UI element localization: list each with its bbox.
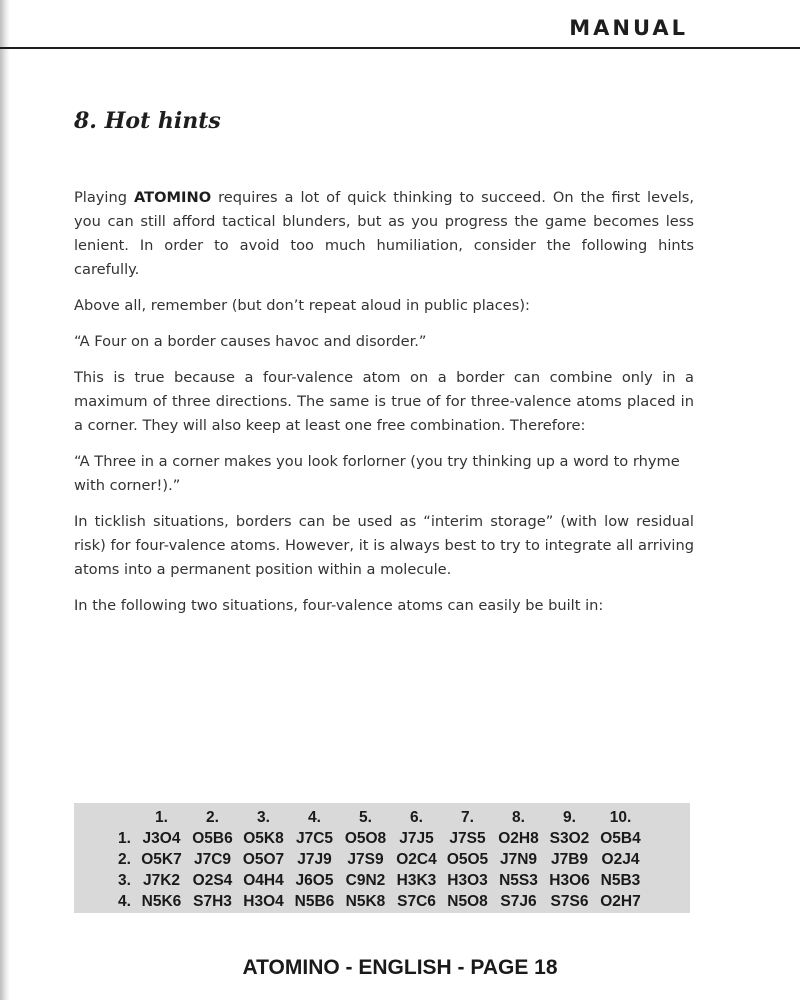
paragraph-ticklish: In ticklish situations, borders can be used as “interim storage” (with low residual risk) for four-valence atoms. However, it is always best to try to integrate all arriving atoms into a permanent position within a molecule.: [74, 513, 694, 578]
code-cell: H3O3: [447, 872, 488, 889]
code-cell: O5O5: [446, 851, 489, 868]
code-cell: O5B4: [600, 830, 641, 847]
code-column-headers: [74, 807, 690, 828]
code-cell: N5K8: [345, 893, 386, 910]
code-cell: N5O8: [447, 893, 488, 910]
code-cell: J7J5: [399, 830, 434, 847]
code-column-header: 5.: [359, 809, 372, 826]
code-cell: J7N9: [499, 851, 538, 868]
quote-three-corner: “A Three in a corner makes you look forlorner (you try thinking up a word to rhyme with corner!).”: [74, 453, 680, 494]
intro-text-end: requires a lot of quick thinking to succeed. On the first levels, you can still afford tactical blunders, but as you progress the game becomes less lenient. In order to avoid too much humiliation, consider the following hints carefully.: [74, 189, 694, 278]
code-cell: J7S5: [449, 830, 486, 847]
code-cell: J7J9: [297, 851, 332, 868]
code-cell: J6O5: [295, 872, 334, 889]
code-cell: O5K7: [141, 851, 182, 868]
code-row: [74, 891, 690, 912]
code-cell: N5K6: [141, 893, 182, 910]
code-cell: S7J6: [500, 893, 537, 910]
code-row: [74, 828, 690, 849]
code-cell: S3O2: [549, 830, 590, 847]
code-cell: J7K2: [142, 872, 181, 889]
brand-name: ATOMINO: [134, 189, 212, 206]
code-cell: O2H8: [498, 830, 539, 847]
page-footer: ATOMINO - ENGLISH - PAGE 18: [242, 956, 558, 979]
code-column-header: 6.: [410, 809, 423, 826]
code-cell: O5O8: [344, 830, 387, 847]
code-cell: J7C9: [193, 851, 232, 868]
code-cell: S7S6: [550, 893, 589, 910]
code-row-label: 2.: [118, 851, 131, 868]
intro-text-start: Playing: [74, 189, 134, 206]
page-gutter-shadow: [0, 0, 10, 1000]
code-column-header: 7.: [461, 809, 474, 826]
body-text: [74, 186, 694, 630]
code-row: [74, 870, 690, 891]
code-rows: [74, 828, 690, 912]
code-cell: O2S4: [192, 872, 233, 889]
header-title: MANUAL: [569, 16, 688, 40]
code-cell: C9N2: [345, 872, 386, 889]
code-column-header: 4.: [308, 809, 321, 826]
code-row-label: 4.: [118, 893, 131, 910]
level-codes-box: [74, 803, 690, 913]
code-cell: H3K3: [396, 872, 437, 889]
code-cell: O2J4: [601, 851, 640, 868]
code-row: [74, 849, 690, 870]
paragraph-explanation: This is true because a four-valence atom on a border can combine only in a maximum of three directions. The same is true of for three-valence atoms placed in a corner. They will also keep at least one free combination. Therefore:: [74, 369, 694, 434]
paragraph-intro: [74, 186, 694, 282]
code-cell: H3O4: [243, 893, 284, 910]
code-cell: J7B9: [550, 851, 589, 868]
code-cell: O4H4: [243, 872, 284, 889]
code-column-header: 9.: [563, 809, 576, 826]
code-cell: N5S3: [499, 872, 538, 889]
code-cell: O5K8: [243, 830, 284, 847]
code-cell: O5O7: [242, 851, 285, 868]
code-cell: O5B6: [192, 830, 233, 847]
code-row-label: 3.: [118, 872, 131, 889]
code-cell: N5B3: [600, 872, 641, 889]
code-cell: O2C4: [396, 851, 437, 868]
paragraph-remember: Above all, remember (but don’t repeat aloud in public places):: [74, 297, 530, 314]
code-column-header: 1.: [155, 809, 168, 826]
quote-four-border: “A Four on a border causes havoc and disorder.”: [74, 333, 427, 350]
code-cell: J7C5: [295, 830, 334, 847]
code-cell: N5B6: [294, 893, 335, 910]
code-cell: J7S9: [347, 851, 384, 868]
code-column-header: 8.: [512, 809, 525, 826]
code-cell: S7C6: [397, 893, 436, 910]
code-row-label: 1.: [118, 830, 131, 847]
code-column-header: 10.: [609, 809, 632, 826]
code-header-spacer: [118, 807, 136, 828]
section-title: 8. Hot hints: [74, 108, 221, 134]
paragraph-situations: In the following two situations, four-valence atoms can easily be built in:: [74, 597, 604, 614]
code-cell: S7H3: [193, 893, 232, 910]
code-cell: J3O4: [142, 830, 181, 847]
header-rule: [0, 47, 800, 49]
code-cell: H3O6: [549, 872, 590, 889]
code-column-header: 3.: [257, 809, 270, 826]
code-column-header: 2.: [206, 809, 219, 826]
code-cell: O2H7: [600, 893, 641, 910]
